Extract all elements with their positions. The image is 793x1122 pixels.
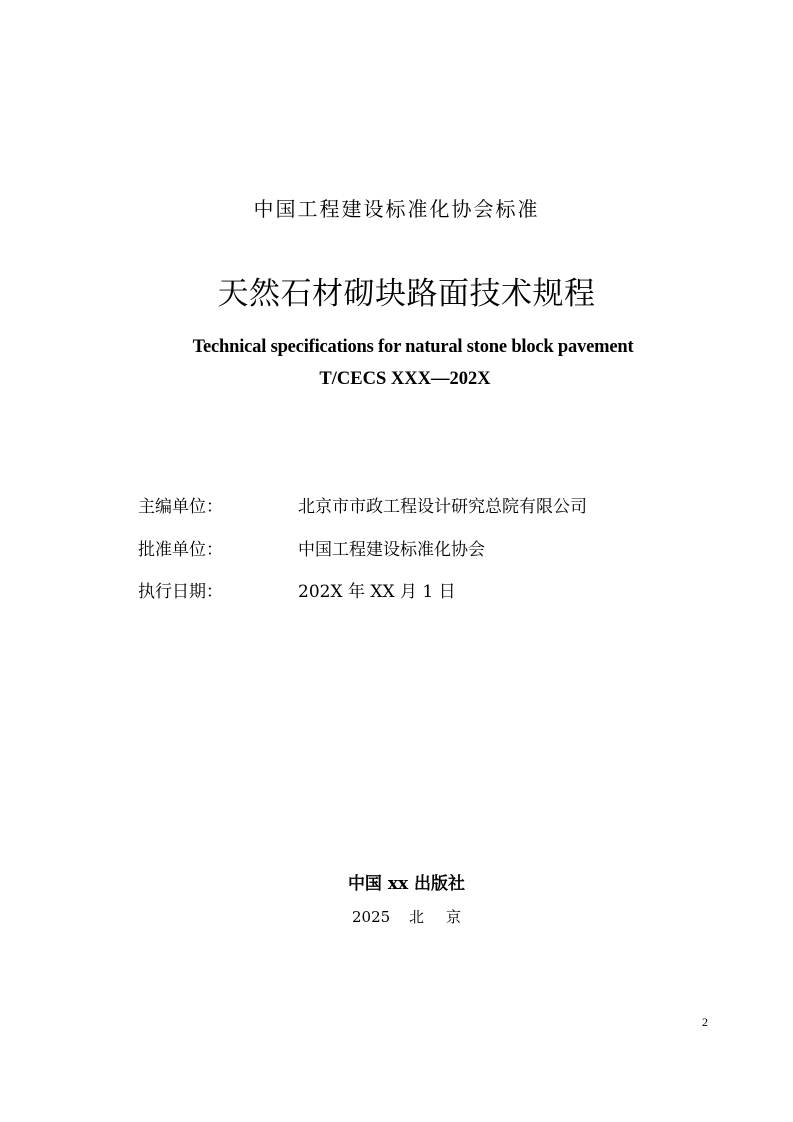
standard-code: T/CECS XXX—202X	[319, 369, 491, 389]
editor-label: 主编单位：	[138, 497, 223, 517]
page-number: 2	[702, 1015, 708, 1029]
document-title-chinese: 天然石材砌块路面技术规程	[217, 276, 596, 312]
publication-place	[352, 906, 483, 928]
publication-year: 2025	[352, 908, 391, 926]
publication-city: 北京	[408, 908, 483, 926]
approver-label: 批准单位：	[138, 540, 223, 560]
editor-value: 北京市市政工程设计研究总院有限公司	[298, 497, 587, 517]
effective-date-label: 执行日期：	[138, 582, 223, 602]
approver-value: 中国工程建设标准化协会	[298, 540, 485, 560]
publisher-name: 中国 xx 出版社	[347, 874, 466, 894]
document-title-english: Technical specifications for natural stone block pavement	[192, 337, 634, 357]
association-standard-heading: 中国工程建设标准化协会标准	[253, 197, 540, 221]
effective-date-value: 202X 年 XX 月 1 日	[298, 582, 456, 602]
